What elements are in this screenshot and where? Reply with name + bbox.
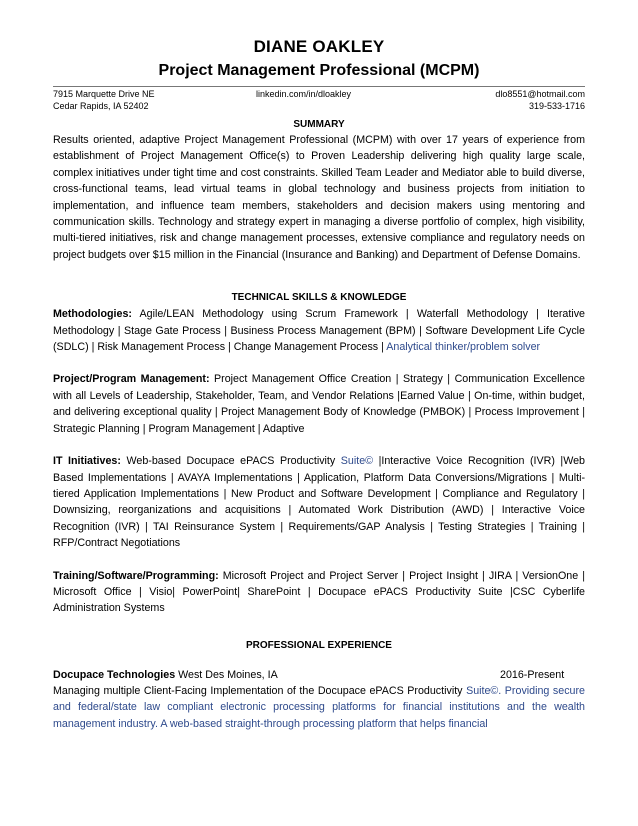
summary-heading: SUMMARY (293, 119, 345, 130)
skills-heading: TECHNICAL SKILLS & KNOWLEDGE (231, 292, 407, 304)
it-label: IT Initiatives: (53, 455, 121, 468)
employment-dates: 2016-Present (500, 668, 565, 681)
skills-training (53, 568, 585, 617)
program-text: Project Management Office Creation | Strategy | Communication Excellence with all Levels of Leadership, Stakeholder, Team, and Vendor Relations |Earned Value | On-time, within budget, and delivering exceptional quality | Project Management Body of Knowledge (PMBOK) | Process Improvement | Strategic Planning | Program Management | Adaptive (53, 373, 585, 435)
experience-description (53, 683, 585, 732)
experience-highlight: Suite©. Providing secure and federal/state law compliant electronic processing platforms for financial institutions and the wealth management industry. A web-based straight-through processing platform that helps financial (53, 684, 585, 730)
company-location: West Des Moines, IA (175, 668, 278, 681)
training-label: Training/Software/Programming: (53, 569, 219, 582)
it-text-1: Web-based Docupace ePACS Productivity (120, 455, 341, 468)
candidate-title: Project Management Professional (MCPM) (158, 62, 480, 79)
experience-entry-header (53, 667, 585, 683)
methodologies-text: Agile/LEAN Methodology using Scrum Framework | Waterfall Methodology | Iterative Methodology | Stage Gate Process | Business Process Management (BPM) | Software Development Life Cycle (SDLC) | Risk Management Process | Change Management Process | (53, 308, 585, 354)
summary-text: Results oriented, adaptive Project Management Professional (MCPM) with over 17 years of experience from establishment of Project Management Office(s) to Proven Leadership delivering high quality large scale, complex initiatives under tight time and cost constraints. Skilled Team Leader and Mediator able to build diverse, cross-functional teams, lead virtual teams in global technology and business projects from initiation to implementation, and influence team members, stakeholders and decision makers using mentoring and communication skills. Technology and strategy expert in managing a diverse portfolio of complex, high visibility, multi-tiered initiatives, risk and change management processes, extensive compliance and regulatory needs on project budgets over $15 million in the Financial (Insurance and Banking) and Department of Defense Domains. (53, 134, 585, 261)
email-link[interactable]: dlo8551@hotmail.com (495, 89, 585, 99)
skills-methodologies (53, 306, 585, 355)
it-text-2: |Interactive Voice Recognition (IVR) |Web Based Implementations | AVAYA Implementations | Application, Platform Data Conversions/Migrations | Multi-tiered Application Implementations | New Product and Software Development | Compliance and Regulatory | Downsizing, reorganizations and acquisitions | Automated Work Distribution (AWD) | Interactive Voice Recognition (IVR) | TAI Reinsurance System | Requirements/GAP Analysis | Testing Strategies | Training | RFP/Contract Negotiations (53, 455, 585, 550)
experience-heading: PROFESSIONAL EXPERIENCE (246, 639, 392, 651)
address-line-1: 7915 Marquette Drive NE (53, 89, 155, 99)
linkedin-link[interactable]: linkedin.com/in/dloakley (256, 89, 352, 99)
contact-block (53, 88, 585, 112)
skills-program-management (53, 371, 585, 437)
phone-number: 319-533-1716 (528, 101, 585, 111)
program-label: Project/Program Management: (53, 373, 210, 386)
address-line-2: Cedar Rapids, IA 52402 (53, 101, 149, 111)
skills-it-initiatives (53, 453, 585, 551)
training-text: Microsoft Project and Project Server | Project Insight | JIRA | VersionOne | Microsoft Office | Visio| PowerPoint| SharePoint | Docupace ePACS Productivity Suite |CSC Cyberlife Administration Systems (53, 569, 585, 615)
company-name: Docupace Technologies (53, 668, 176, 681)
methodologies-highlight: Analytical thinker/problem solver (386, 341, 541, 354)
experience-text: Managing multiple Client-Facing Implementation of the Docupace ePACS Productivity (53, 684, 467, 697)
methodologies-label: Methodologies: (53, 308, 132, 321)
header-divider (53, 86, 585, 87)
candidate-name: DIANE OAKLEY (253, 37, 385, 56)
it-highlight: Suite© (340, 455, 374, 468)
